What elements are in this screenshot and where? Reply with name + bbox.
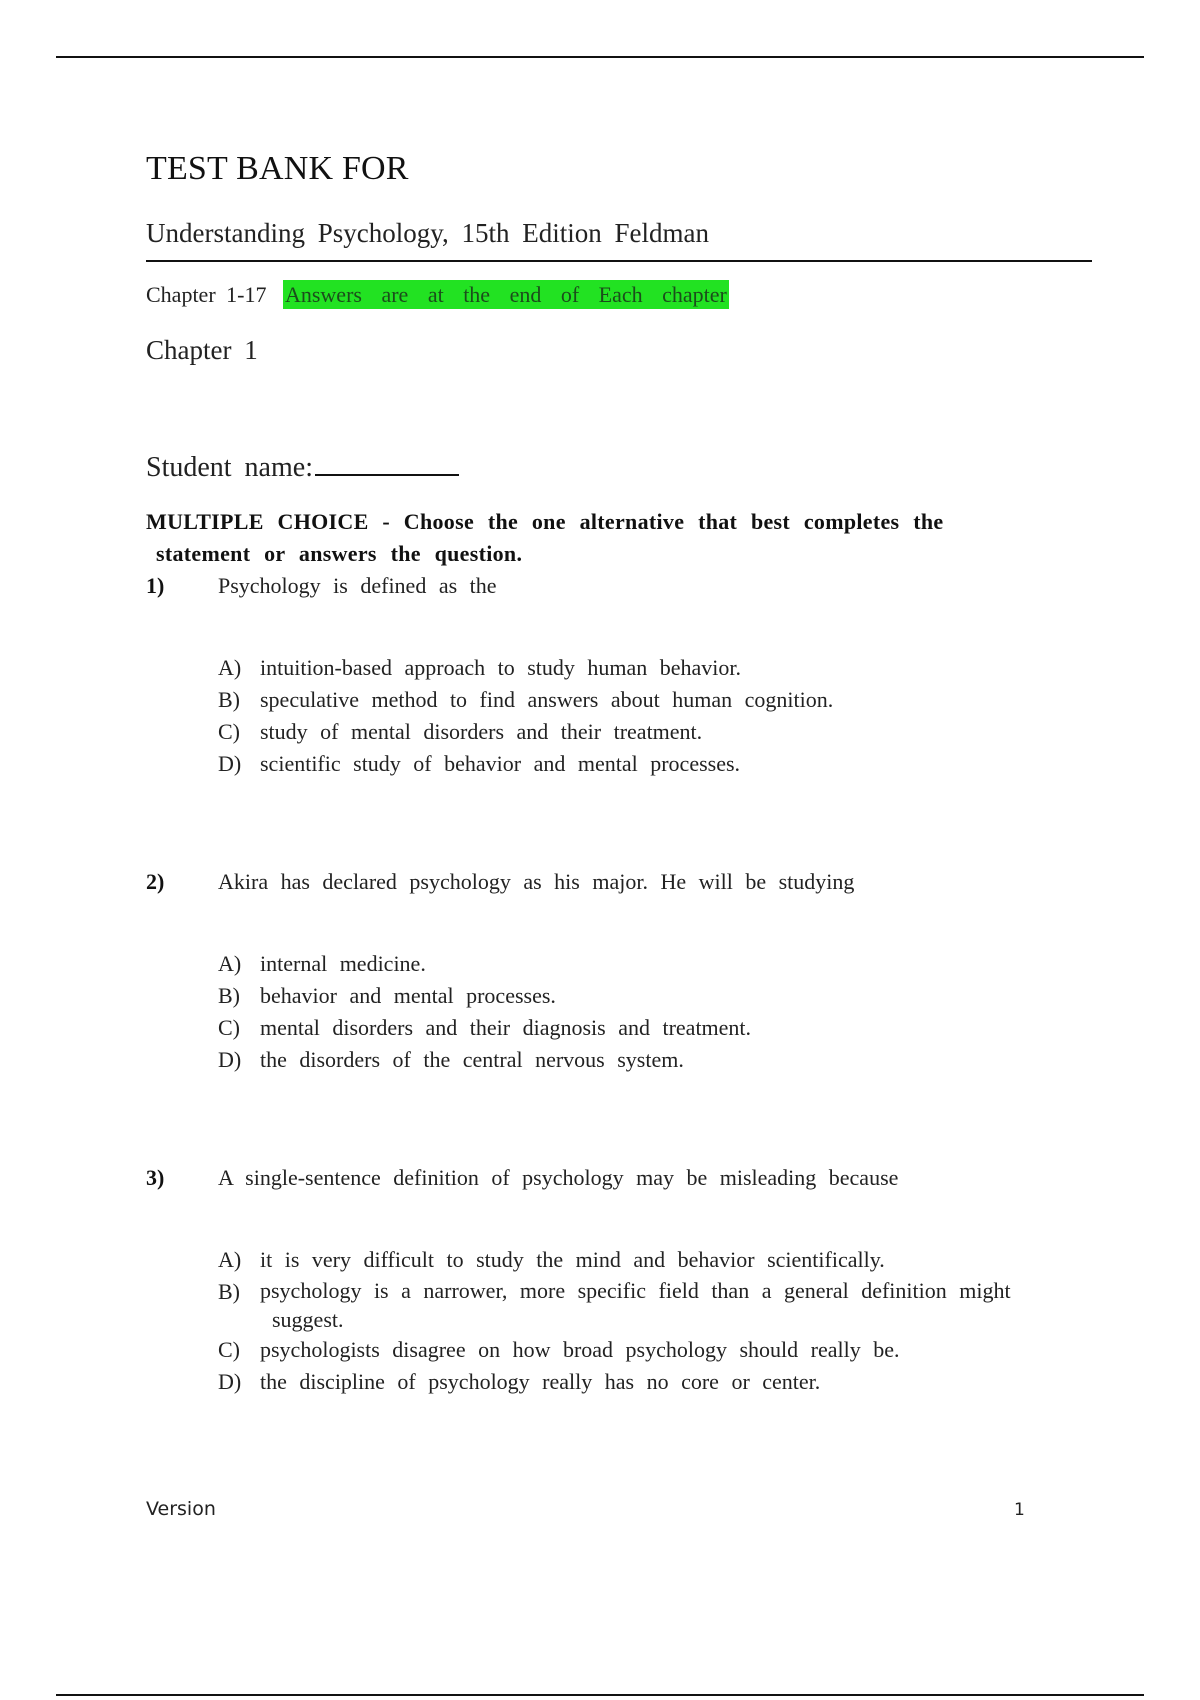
option-text (260, 1276, 1106, 1334)
option-letter: A) (218, 655, 242, 680)
question-stem (146, 1162, 1106, 1194)
option-c (218, 1012, 1106, 1044)
option-letter: B) (218, 983, 240, 1008)
bottom-rule (56, 1694, 1144, 1696)
option-a (218, 948, 1106, 980)
option-text: behavior and mental processes. (260, 983, 556, 1008)
option-text-line-1: psychology is a narrower, more specific field than a general definition might (260, 1278, 1011, 1303)
option-b (218, 980, 1106, 1012)
question-number: 3) (146, 1165, 165, 1190)
question-3 (146, 1162, 1106, 1420)
question-text: Akira has declared psychology as his major. He will be studying (218, 869, 855, 894)
option-letter: B) (218, 687, 240, 712)
option-b (218, 1276, 1106, 1334)
question-number: 2) (146, 869, 165, 894)
chapter-range: Chapter 1-17 (146, 282, 267, 307)
option-letter: D) (218, 1047, 242, 1072)
student-name-field (146, 450, 459, 484)
option-letter: A) (218, 1247, 242, 1272)
option-text: psychologists disagree on how broad psychology should really be. (260, 1337, 900, 1362)
option-d (218, 1044, 1106, 1076)
option-text: mental disorders and their diagnosis and treatment. (260, 1015, 752, 1040)
option-d (218, 748, 1106, 780)
option-letter: D) (218, 751, 242, 776)
question-1 (146, 570, 1106, 802)
question-text: Psychology is defined as the (218, 573, 497, 598)
option-text: scientific study of behavior and mental processes. (260, 751, 741, 776)
document-title: TEST BANK FOR (146, 150, 409, 187)
option-text: the disorders of the central nervous system. (260, 1047, 684, 1072)
question-text: A single-sentence definition of psychology may be misleading because (218, 1165, 899, 1190)
question-number: 1) (146, 573, 165, 598)
answers-highlight-note: Answers are at the end of Each chapter (284, 282, 727, 307)
question-2 (146, 866, 1106, 1098)
title-divider (146, 260, 1092, 262)
instructions-line-2: statement or answers the question. (156, 541, 523, 566)
option-text: intuition-based approach to study human behavior. (260, 655, 742, 680)
option-list (218, 1244, 1106, 1398)
chapter-range-line (146, 282, 729, 308)
option-letter: D) (218, 1369, 242, 1394)
question-stem (146, 570, 1106, 602)
option-c (218, 1334, 1106, 1366)
student-name-label: Student name: (146, 452, 313, 483)
question-stem (146, 866, 1106, 898)
option-text: study of mental disorders and their treatment. (260, 719, 703, 744)
option-text: the discipline of psychology really has no core or center. (260, 1369, 821, 1394)
page-number: 1 (1014, 1500, 1025, 1520)
option-list (218, 948, 1106, 1076)
footer-version: Version (146, 1498, 216, 1520)
instructions (146, 506, 1006, 570)
option-text: speculative method to find answers about human cognition. (260, 687, 834, 712)
option-text-line-2: suggest. (272, 1307, 344, 1332)
option-list (218, 652, 1106, 780)
option-letter: C) (218, 1015, 240, 1040)
top-rule (56, 56, 1144, 58)
option-a (218, 1244, 1106, 1276)
instructions-line-1: MULTIPLE CHOICE - Choose the one alternative that best completes the (146, 509, 944, 534)
option-text: it is very difficult to study the mind and behavior scientifically. (260, 1247, 885, 1272)
option-b (218, 684, 1106, 716)
option-text: internal medicine. (260, 951, 426, 976)
option-d (218, 1366, 1106, 1398)
option-letter: C) (218, 719, 240, 744)
book-title: Understanding Psychology, 15th Edition Feldman (146, 218, 709, 248)
chapter-heading: Chapter 1 (146, 335, 258, 365)
student-name-blank (315, 450, 459, 476)
option-letter: B) (218, 1279, 240, 1304)
option-a (218, 652, 1106, 684)
option-c (218, 716, 1106, 748)
option-letter: C) (218, 1337, 240, 1362)
option-letter: A) (218, 951, 242, 976)
